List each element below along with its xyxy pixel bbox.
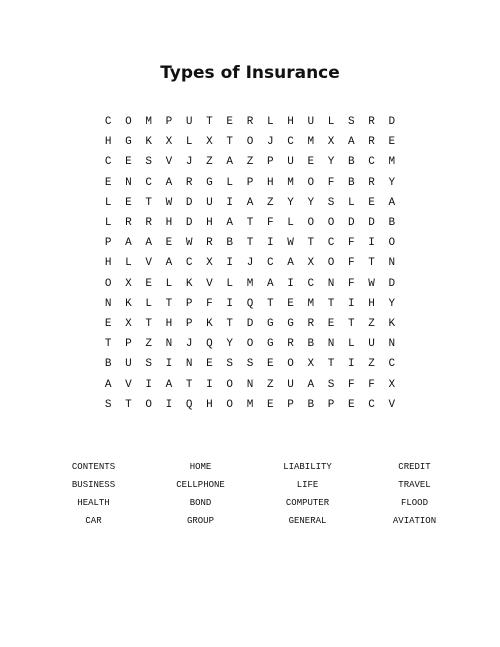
- grid-letter: S: [348, 116, 355, 129]
- grid-letter: L: [327, 116, 335, 129]
- grid-letter: R: [206, 237, 213, 250]
- grid-letter: H: [287, 116, 294, 129]
- grid-letter: A: [145, 237, 152, 250]
- grid-letter: N: [327, 338, 335, 351]
- grid-letter: A: [165, 378, 173, 391]
- grid-letter: E: [266, 358, 274, 371]
- grid-letter: R: [368, 176, 375, 189]
- grid-letter: R: [368, 136, 375, 149]
- grid-row: [98, 374, 402, 394]
- grid-letter: V: [145, 257, 152, 270]
- grid-letter: D: [388, 277, 396, 290]
- grid-letter: B: [104, 358, 112, 371]
- grid-row: [98, 213, 402, 233]
- grid-letter: D: [185, 196, 193, 209]
- grid-letter: H: [206, 398, 213, 411]
- grid-letter: T: [206, 116, 213, 129]
- grid-letter: Y: [307, 196, 315, 209]
- grid-letter: X: [307, 358, 315, 371]
- grid-letter: T: [327, 297, 335, 310]
- grid-letter: K: [125, 297, 132, 310]
- grid-letter: A: [226, 156, 234, 169]
- grid-letter: U: [206, 196, 213, 209]
- grid-letter: P: [287, 398, 294, 411]
- grid-letter: L: [348, 338, 355, 351]
- grid-letter: I: [287, 277, 294, 290]
- word-list-item: AVIATION: [392, 516, 437, 526]
- grid-row: [98, 112, 402, 132]
- grid-letter: L: [226, 277, 234, 290]
- grid-letter: A: [125, 237, 132, 250]
- grid-letter: D: [185, 217, 193, 230]
- grid-letter: Z: [145, 338, 152, 351]
- grid-letter: R: [185, 176, 193, 189]
- grid-letter: T: [348, 317, 355, 330]
- grid-letter: E: [348, 398, 355, 411]
- grid-letter: V: [388, 398, 396, 411]
- grid-letter: Q: [185, 398, 193, 411]
- word-list-item: CELLPHONE: [176, 480, 225, 490]
- grid-letter: P: [246, 176, 254, 189]
- grid-letter: T: [246, 217, 254, 230]
- grid-letter: O: [145, 398, 152, 411]
- grid-letter: P: [266, 156, 274, 169]
- grid-letter: R: [307, 317, 315, 330]
- grid-letter: P: [125, 338, 132, 351]
- grid-letter: Y: [388, 297, 396, 310]
- grid-letter: O: [287, 358, 294, 371]
- grid-letter: I: [368, 237, 375, 250]
- grid-letter: G: [287, 317, 294, 330]
- grid-letter: H: [104, 136, 112, 149]
- grid-letter: L: [185, 136, 193, 149]
- grid-letter: F: [206, 297, 213, 310]
- grid-letter: I: [226, 257, 234, 270]
- grid-letter: E: [307, 156, 315, 169]
- grid-letter: C: [388, 358, 396, 371]
- word-list-item: HEALTH: [77, 498, 110, 508]
- grid-letter: E: [104, 176, 112, 189]
- grid-letter: O: [226, 378, 234, 391]
- grid-letter: X: [307, 257, 315, 270]
- grid-letter: N: [165, 338, 173, 351]
- grid-letter: Z: [246, 156, 254, 169]
- grid-letter: A: [307, 378, 315, 391]
- grid-letter: T: [266, 297, 274, 310]
- grid-letter: Z: [206, 156, 213, 169]
- grid-letter: F: [348, 257, 355, 270]
- grid-letter: Y: [287, 196, 294, 209]
- grid-letter: K: [145, 136, 152, 149]
- grid-letter: H: [104, 257, 112, 270]
- grid-row: [98, 334, 402, 354]
- grid-letter: A: [266, 277, 274, 290]
- grid-letter: N: [388, 257, 396, 270]
- grid-letter: S: [327, 378, 335, 391]
- grid-letter: F: [368, 378, 375, 391]
- grid-letter: O: [307, 176, 315, 189]
- grid-letter: A: [287, 257, 294, 270]
- grid-letter: I: [226, 297, 234, 310]
- grid-letter: Q: [206, 338, 213, 351]
- grid-letter: F: [348, 378, 355, 391]
- grid-letter: R: [125, 217, 132, 230]
- grid-letter: N: [327, 277, 335, 290]
- grid-row: [98, 294, 402, 314]
- grid-letter: D: [348, 217, 355, 230]
- grid-letter: T: [165, 297, 173, 310]
- grid-letter: L: [104, 217, 112, 230]
- word-list-item: GROUP: [186, 516, 214, 526]
- grid-letter: J: [266, 136, 274, 149]
- grid-letter: J: [246, 257, 254, 270]
- grid-letter: E: [206, 358, 213, 371]
- grid-letter: Y: [388, 176, 396, 189]
- grid-letter: N: [125, 176, 132, 189]
- page-title: Types of Insurance: [160, 63, 340, 83]
- grid-letter: C: [368, 398, 375, 411]
- grid-letter: X: [125, 277, 132, 290]
- grid-letter: C: [104, 156, 112, 169]
- grid-letter: H: [266, 176, 274, 189]
- grid-letter: B: [307, 338, 315, 351]
- grid-letter: E: [226, 116, 234, 129]
- grid-letter: N: [388, 338, 396, 351]
- grid-letter: C: [145, 176, 152, 189]
- grid-letter: O: [125, 116, 132, 129]
- grid-letter: R: [368, 116, 375, 129]
- grid-letter: F: [327, 176, 335, 189]
- grid-letter: E: [266, 398, 274, 411]
- word-list-item: FLOOD: [400, 498, 428, 508]
- grid-letter: H: [165, 317, 173, 330]
- grid-letter: N: [185, 358, 193, 371]
- grid-row: [98, 152, 402, 172]
- grid-letter: U: [125, 358, 132, 371]
- word-list-item: LIABILITY: [283, 462, 332, 472]
- grid-letter: N: [104, 297, 112, 310]
- grid-letter: A: [246, 196, 254, 209]
- grid-letter: E: [287, 297, 294, 310]
- grid-row: [98, 395, 402, 415]
- grid-letter: B: [226, 237, 234, 250]
- grid-letter: U: [368, 338, 375, 351]
- grid-letter: I: [348, 358, 355, 371]
- grid-letter: E: [368, 196, 375, 209]
- grid-letter: I: [165, 398, 173, 411]
- grid-letter: P: [165, 116, 173, 129]
- grid-letter: B: [348, 176, 355, 189]
- grid-letter: G: [266, 338, 274, 351]
- grid-letter: I: [145, 378, 152, 391]
- grid-letter: L: [104, 196, 112, 209]
- grid-letter: O: [246, 136, 254, 149]
- word-list-item: HOME: [189, 462, 212, 472]
- grid-letter: C: [185, 257, 193, 270]
- grid-letter: L: [287, 217, 294, 230]
- grid-letter: L: [125, 257, 132, 270]
- word-list-item: TRAVEL: [398, 480, 431, 490]
- grid-letter: C: [368, 156, 375, 169]
- word-search-grid: [98, 112, 402, 415]
- grid-letter: O: [327, 257, 335, 270]
- grid-letter: X: [165, 136, 173, 149]
- grid-row: [98, 233, 402, 253]
- grid-letter: E: [165, 237, 173, 250]
- grid-letter: Q: [246, 297, 254, 310]
- grid-letter: T: [226, 136, 234, 149]
- grid-letter: L: [145, 297, 152, 310]
- grid-letter: N: [246, 378, 254, 391]
- grid-letter: G: [125, 136, 132, 149]
- grid-letter: X: [327, 136, 335, 149]
- grid-letter: P: [185, 297, 193, 310]
- grid-letter: I: [165, 358, 173, 371]
- grid-letter: E: [327, 317, 335, 330]
- grid-letter: L: [226, 176, 234, 189]
- grid-letter: X: [206, 257, 213, 270]
- grid-letter: D: [368, 217, 375, 230]
- grid-letter: B: [388, 217, 396, 230]
- grid-row: [98, 274, 402, 294]
- grid-letter: M: [307, 136, 315, 149]
- grid-letter: A: [226, 217, 234, 230]
- grid-letter: E: [388, 136, 396, 149]
- grid-letter: W: [287, 237, 294, 250]
- grid-letter: M: [307, 297, 315, 310]
- grid-letter: J: [185, 338, 193, 351]
- word-list-item: CREDIT: [398, 462, 431, 472]
- grid-letter: G: [206, 176, 213, 189]
- grid-row: [98, 193, 402, 213]
- grid-letter: Y: [226, 338, 234, 351]
- grid-letter: S: [246, 358, 254, 371]
- grid-letter: S: [145, 156, 152, 169]
- grid-letter: T: [145, 317, 152, 330]
- grid-letter: V: [206, 277, 213, 290]
- grid-letter: H: [206, 217, 213, 230]
- word-list-item: BOND: [189, 498, 212, 508]
- grid-letter: T: [145, 196, 152, 209]
- grid-letter: E: [104, 317, 112, 330]
- grid-row: [98, 354, 402, 374]
- grid-letter: R: [246, 116, 254, 129]
- word-list-item: BUSINESS: [71, 480, 116, 490]
- grid-letter: W: [368, 277, 375, 290]
- grid-letter: I: [226, 196, 234, 209]
- grid-letter: H: [165, 217, 173, 230]
- grid-letter: F: [348, 237, 355, 250]
- word-list-item: CONTENTS: [71, 462, 116, 472]
- grid-letter: S: [327, 196, 335, 209]
- grid-letter: O: [327, 217, 335, 230]
- grid-letter: M: [246, 277, 254, 290]
- grid-letter: U: [287, 378, 294, 391]
- word-list-item: LIFE: [296, 480, 319, 490]
- grid-letter: C: [327, 237, 335, 250]
- grid-letter: C: [266, 257, 274, 270]
- grid-letter: U: [287, 156, 294, 169]
- grid-letter: V: [125, 378, 132, 391]
- grid-letter: X: [206, 136, 213, 149]
- grid-letter: Y: [327, 156, 335, 169]
- grid-letter: K: [388, 317, 396, 330]
- grid-letter: P: [185, 317, 193, 330]
- grid-letter: A: [165, 257, 173, 270]
- grid-letter: O: [226, 398, 234, 411]
- grid-letter: M: [388, 156, 396, 169]
- grid-letter: M: [145, 116, 152, 129]
- grid-letter: L: [348, 196, 355, 209]
- grid-letter: X: [388, 378, 396, 391]
- grid-letter: R: [145, 217, 152, 230]
- grid-letter: P: [104, 237, 112, 250]
- grid-letter: H: [368, 297, 375, 310]
- word-list-item: COMPUTER: [285, 498, 330, 508]
- grid-letter: R: [287, 338, 294, 351]
- grid-letter: L: [266, 116, 274, 129]
- grid-letter: A: [348, 136, 355, 149]
- grid-letter: W: [165, 196, 173, 209]
- grid-letter: B: [348, 156, 355, 169]
- grid-letter: E: [145, 277, 152, 290]
- grid-letter: O: [307, 217, 315, 230]
- grid-letter: B: [307, 398, 315, 411]
- grid-letter: S: [226, 358, 234, 371]
- grid-letter: C: [287, 136, 294, 149]
- grid-letter: D: [388, 116, 396, 129]
- grid-letter: F: [348, 277, 355, 290]
- grid-letter: Z: [266, 196, 274, 209]
- grid-letter: T: [368, 257, 375, 270]
- grid-letter: F: [266, 217, 274, 230]
- grid-letter: O: [246, 338, 254, 351]
- grid-letter: Z: [368, 317, 375, 330]
- grid-row: [98, 132, 402, 152]
- word-list: [40, 458, 470, 530]
- grid-letter: S: [145, 358, 152, 371]
- grid-letter: X: [125, 317, 132, 330]
- grid-letter: M: [246, 398, 254, 411]
- grid-letter: W: [185, 237, 193, 250]
- grid-row: [98, 173, 402, 193]
- grid-letter: D: [246, 317, 254, 330]
- grid-letter: C: [104, 116, 112, 129]
- grid-letter: K: [185, 277, 193, 290]
- grid-letter: P: [327, 398, 335, 411]
- grid-letter: A: [165, 176, 173, 189]
- grid-letter: I: [266, 237, 274, 250]
- grid-letter: T: [327, 358, 335, 371]
- grid-letter: V: [165, 156, 173, 169]
- grid-letter: I: [206, 378, 213, 391]
- grid-letter: T: [307, 237, 315, 250]
- grid-letter: U: [185, 116, 193, 129]
- word-list-item: GENERAL: [288, 516, 327, 526]
- grid-letter: O: [104, 277, 112, 290]
- grid-letter: U: [307, 116, 315, 129]
- grid-letter: J: [185, 156, 193, 169]
- grid-letter: I: [348, 297, 355, 310]
- grid-letter: G: [266, 317, 274, 330]
- grid-letter: S: [104, 398, 112, 411]
- grid-letter: E: [125, 156, 132, 169]
- grid-row: [98, 314, 402, 334]
- grid-letter: L: [165, 277, 173, 290]
- grid-letter: K: [206, 317, 213, 330]
- grid-letter: A: [388, 196, 396, 209]
- word-list-item: CAR: [85, 516, 102, 526]
- grid-letter: E: [125, 196, 132, 209]
- grid-letter: T: [246, 237, 254, 250]
- grid-letter: O: [388, 237, 396, 250]
- grid-letter: T: [125, 398, 132, 411]
- grid-row: [98, 253, 402, 273]
- grid-letter: A: [104, 378, 112, 391]
- grid-letter: C: [307, 277, 315, 290]
- grid-letter: Z: [368, 358, 375, 371]
- grid-letter: T: [226, 317, 234, 330]
- grid-letter: T: [104, 338, 112, 351]
- grid-letter: M: [287, 176, 294, 189]
- grid-letter: T: [185, 378, 193, 391]
- grid-letter: Z: [266, 378, 274, 391]
